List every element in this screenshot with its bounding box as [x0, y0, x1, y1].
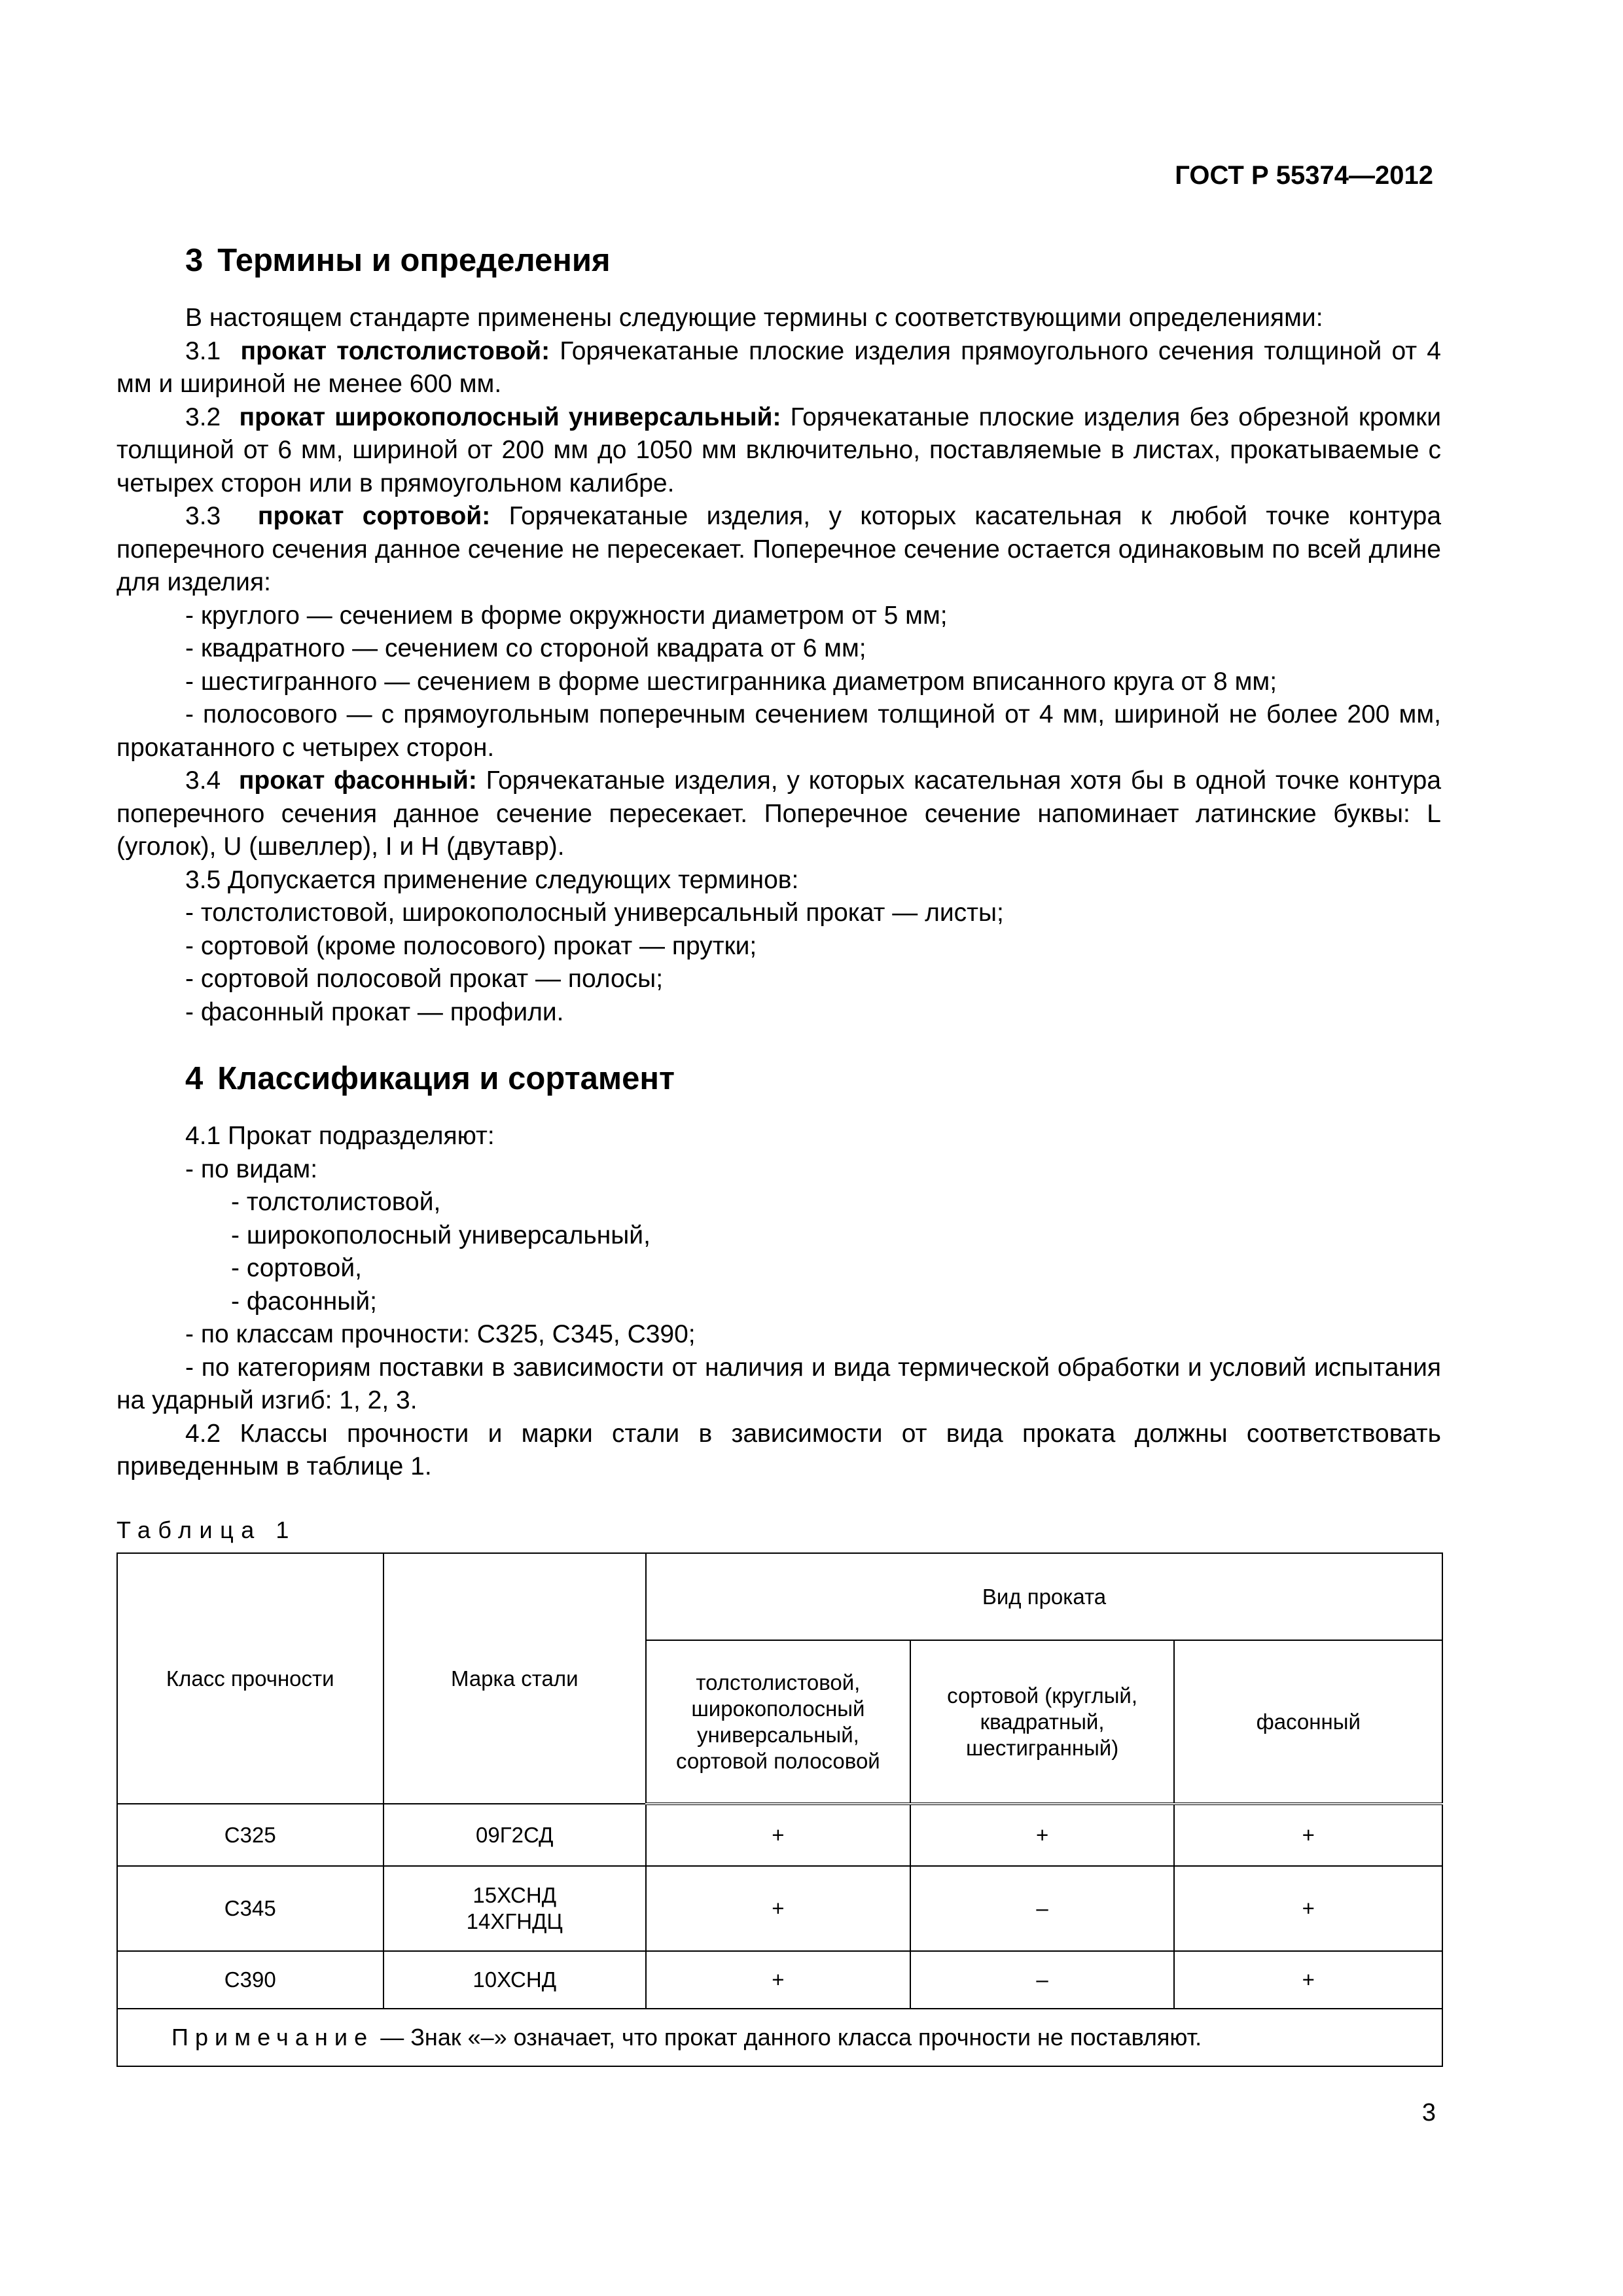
page-number: 3: [1421, 2099, 1436, 2126]
list-subitem: - сортовой,: [231, 1254, 362, 1282]
term-definition: Горячекатаные изделия, у которых касательная хотя бы в одной точке контура поперечного сечения данное сечение пересекает. Поперечное сечение напоминает латинские буквы: L (уголок), U (швеллер), I и H (двутавр).: [116, 766, 1442, 861]
list-item: - квадратного — сечением со стороной квадрата от 6 мм;: [185, 634, 866, 662]
col-header-section: сортовой (круглый, квадратный, шестигранный): [910, 1640, 1175, 1804]
term-3-4: [116, 764, 1441, 864]
cell-value: +: [646, 1804, 910, 1866]
cell-value: +: [646, 1951, 910, 2009]
list-item: - по классам прочности: С325, С345, С390;: [185, 1320, 696, 1348]
table-1: [116, 1552, 1443, 2067]
term-number: 3.2: [185, 403, 221, 431]
col-header-sheet: толстолистовой, широкополосный универсальный, сортовой полосовой: [646, 1640, 910, 1804]
col-header-group: Вид проката: [646, 1553, 1442, 1640]
term-3-3: [116, 500, 1441, 600]
term-definition: Горячекатаные изделия, у которых касательная к любой точке контура поперечного сечения данное сечение не пересекает. Поперечное сечение остается одинаковым по всей длине для изделия:: [116, 502, 1442, 596]
cell-steel: [383, 1951, 647, 2009]
table-note: [117, 2009, 1442, 2066]
col-header-steel: Марка стали: [383, 1553, 647, 1804]
table-row: [117, 1866, 1442, 1951]
section-4-heading: [185, 1060, 675, 1097]
term-name: прокат широкополосный универсальный:: [239, 403, 781, 431]
cell-value: +: [1174, 1804, 1442, 1866]
section-3-body: [116, 302, 1441, 1029]
term-3-2: [116, 401, 1441, 501]
list-item: - шестигранного — сечением в форме шестигранника диаметром вписанного круга от 8 мм;: [185, 667, 1277, 696]
term-name: прокат толстолистовой:: [240, 336, 550, 365]
term-name: прокат фасонный:: [238, 766, 477, 795]
list-item: - сортовой (кроме полосового) прокат — прутки;: [185, 931, 757, 960]
section-3-number: 3: [185, 243, 204, 278]
cell-value: –: [910, 1866, 1175, 1951]
cell-class: С325: [117, 1804, 383, 1866]
list-item: - фасонный прокат — профили.: [185, 997, 564, 1026]
cell-value: +: [1174, 1866, 1442, 1951]
cell-steel: [383, 1866, 647, 1951]
cell-value: +: [1174, 1951, 1442, 2009]
list-subitem: - толстолистовой,: [231, 1188, 441, 1216]
cell-steel: [383, 1804, 647, 1866]
cell-class: С345: [117, 1866, 383, 1951]
steel-grade: 15ХСНД: [473, 1883, 557, 1907]
steel-grade: 14ХГНДЦ: [466, 1909, 563, 1933]
term-number: 3.3: [185, 502, 221, 530]
table-header-row: [117, 1553, 1442, 1640]
table-row: [117, 1804, 1442, 1866]
term-number: 3.1: [185, 336, 221, 365]
term-3-5: 3.5 Допускается применение следующих терминов:: [185, 865, 799, 894]
section-4-body: [116, 1120, 1441, 1484]
section-4-number: 4: [185, 1061, 204, 1096]
clause-4-2: 4.2 Классы прочности и марки стали в зависимости от вида проката должны соответствовать приведенным в таблице 1.: [116, 1419, 1441, 1480]
cell-value: –: [910, 1951, 1175, 2009]
note-label: Примечание: [171, 2024, 374, 2051]
list-item: - по категориям поставки в зависимости от наличия и вида термической обработки и условий испытания на ударный изгиб: 1, 2, 3.: [116, 1353, 1441, 1414]
steel-grade: 09Г2СД: [476, 1822, 554, 1847]
list-item: - полосового — с прямоугольным поперечным сечением толщиной от 4 мм, шириной не более 200 мм, прокатанного с четырех сторон.: [116, 700, 1441, 762]
section-3-heading: [185, 242, 611, 279]
list-subitem: - широкополосный универсальный,: [231, 1221, 651, 1249]
list-item: - толстолистовой, широкополосный универсальный прокат — листы;: [185, 899, 1004, 927]
list-item: - круглого — сечением в форме окружности диаметром от 5 мм;: [185, 601, 948, 630]
cell-value: +: [646, 1866, 910, 1951]
cell-value: +: [910, 1804, 1175, 1866]
list-subitem: - фасонный;: [231, 1287, 377, 1316]
col-header-class: Класс прочности: [117, 1553, 383, 1804]
clause-4-1: 4.1 Прокат подразделяют:: [185, 1122, 495, 1150]
term-definition: Горячекатаные плоские изделия без обрезной кромки толщиной от 6 мм, шириной от 200 мм до 1050 мм включительно, поставляемые в листах, прокатываемые с четырех сторон или в прямоугольном калибре.: [116, 403, 1441, 497]
document-id: ГОСТ Р 55374—2012: [1175, 161, 1433, 190]
note-text: — Знак «–» означает, что прокат данного класса прочности не поставляют.: [380, 2024, 1202, 2051]
section-3-title: Термины и определения: [217, 243, 611, 278]
cell-class: С390: [117, 1951, 383, 2009]
list-item: - по видам:: [185, 1155, 318, 1183]
list-item: - сортовой полосовой прокат — полосы;: [185, 965, 664, 993]
col-header-shaped: фасонный: [1174, 1640, 1442, 1804]
table-title: Таблица 1: [116, 1516, 296, 1543]
steel-grade: 10ХСНД: [473, 1967, 557, 1992]
term-definition: Горячекатаные плоские изделия прямоугольного сечения толщиной от 4 мм и шириной не менее 600 мм.: [116, 336, 1441, 398]
table-row: [117, 1951, 1442, 2009]
section-3-intro: В настоящем стандарте применены следующие термины с соответствующими определениями:: [185, 304, 1323, 332]
section-4-title: Классификация и сортамент: [217, 1061, 675, 1096]
term-3-1: [116, 335, 1441, 401]
term-number: 3.4: [185, 766, 221, 795]
term-name: прокат сортовой:: [257, 502, 491, 530]
table-note-row: [117, 2009, 1442, 2066]
